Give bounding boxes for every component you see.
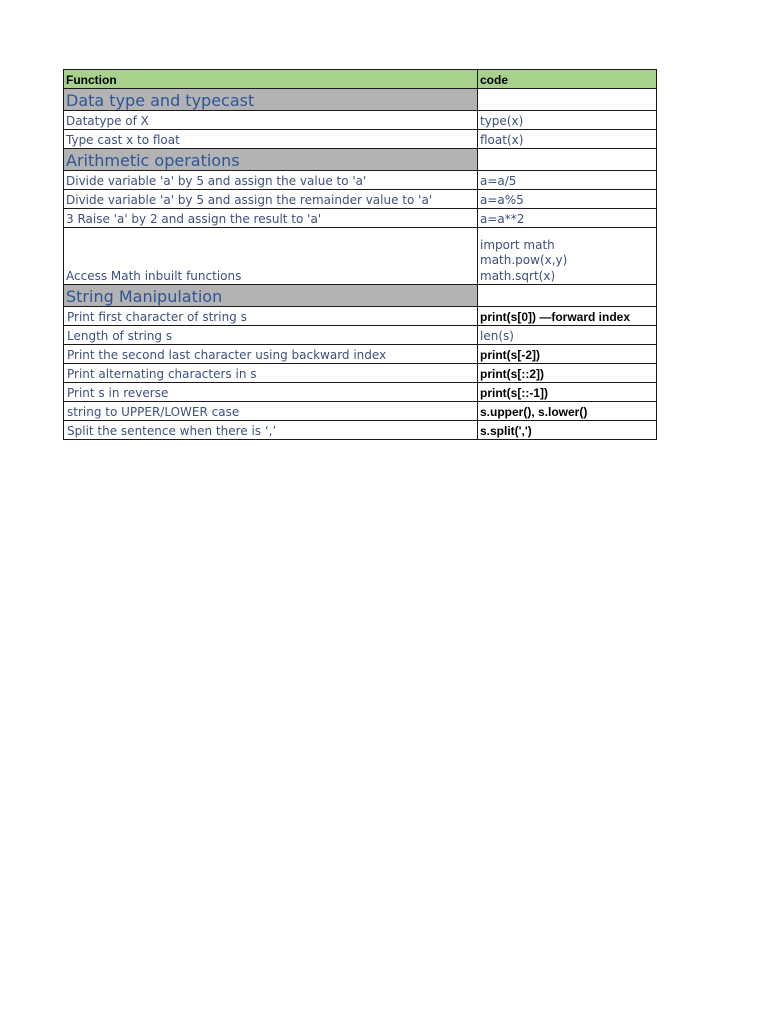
code-line: print(s[::-1]) — [480, 386, 548, 400]
code-cell — [478, 383, 657, 402]
table-row — [64, 402, 657, 421]
table-row — [64, 209, 657, 228]
code-cell — [478, 228, 657, 285]
code-line: math.pow(x,y) — [480, 253, 568, 267]
code-line: a=a/5 — [480, 174, 517, 188]
table-row — [64, 130, 657, 149]
section-title: Arithmetic operations — [64, 149, 478, 171]
code-line: s.split(',') — [480, 424, 532, 438]
header-function: Function — [64, 70, 478, 89]
function-cell: 3 Raise 'a' by 2 and assign the result to 'a' — [64, 209, 478, 228]
code-cell — [478, 307, 657, 326]
section-title: String Manipulation — [64, 285, 478, 307]
section-title: Data type and typecast — [64, 89, 478, 111]
code-cell — [478, 130, 657, 149]
function-cell: Divide variable 'a' by 5 and assign the value to 'a' — [64, 171, 478, 190]
code-cell — [478, 421, 657, 440]
table-row — [64, 364, 657, 383]
code-line: print(s[::2]) — [480, 367, 544, 381]
table-row — [64, 171, 657, 190]
function-cell: Divide variable 'a' by 5 and assign the remainder value to 'a' — [64, 190, 478, 209]
function-cell: Print first character of string s — [64, 307, 478, 326]
table-row — [64, 228, 657, 285]
table-row — [64, 111, 657, 130]
function-cell: string to UPPER/LOWER case — [64, 402, 478, 421]
table-row — [64, 190, 657, 209]
code-line: print(s[0]) —forward index — [480, 310, 631, 324]
section-row — [64, 89, 657, 111]
code-line: math.sqrt(x) — [480, 268, 556, 283]
code-line: a=a%5 — [480, 193, 524, 207]
header-row — [64, 70, 657, 89]
code-line: len(s) — [480, 329, 514, 343]
table-row — [64, 307, 657, 326]
table-row — [64, 421, 657, 440]
function-cell: Print alternating characters in s — [64, 364, 478, 383]
section-blank-cell — [478, 285, 657, 307]
code-cell — [478, 326, 657, 345]
function-cell: Length of string s — [64, 326, 478, 345]
code-cell — [478, 209, 657, 228]
section-blank-cell — [478, 89, 657, 111]
code-line: s.upper(), s.lower() — [480, 405, 588, 419]
code-line: import math — [480, 237, 555, 252]
header-code: code — [478, 70, 657, 89]
code-cell — [478, 111, 657, 130]
code-cell — [478, 364, 657, 383]
function-cell: Print s in reverse — [64, 383, 478, 402]
code-line: float(x) — [480, 133, 524, 147]
code-cell — [478, 171, 657, 190]
function-cell: Type cast x to float — [64, 130, 478, 149]
code-line: print(s[-2]) — [480, 348, 540, 362]
function-code-table — [63, 69, 657, 440]
section-blank-cell — [478, 149, 657, 171]
code-line: type(x) — [480, 114, 524, 128]
function-cell: Split the sentence when there is ‘,’ — [64, 421, 478, 440]
section-row — [64, 149, 657, 171]
table-row — [64, 345, 657, 364]
code-line: a=a**2 — [480, 212, 525, 226]
code-cell — [478, 345, 657, 364]
function-cell: Access Math inbuilt functions — [64, 228, 478, 285]
code-cell — [478, 190, 657, 209]
function-cell: Datatype of X — [64, 111, 478, 130]
code-cell — [478, 402, 657, 421]
section-row — [64, 285, 657, 307]
function-cell: Print the second last character using backward index — [64, 345, 478, 364]
table-row — [64, 383, 657, 402]
table-row — [64, 326, 657, 345]
